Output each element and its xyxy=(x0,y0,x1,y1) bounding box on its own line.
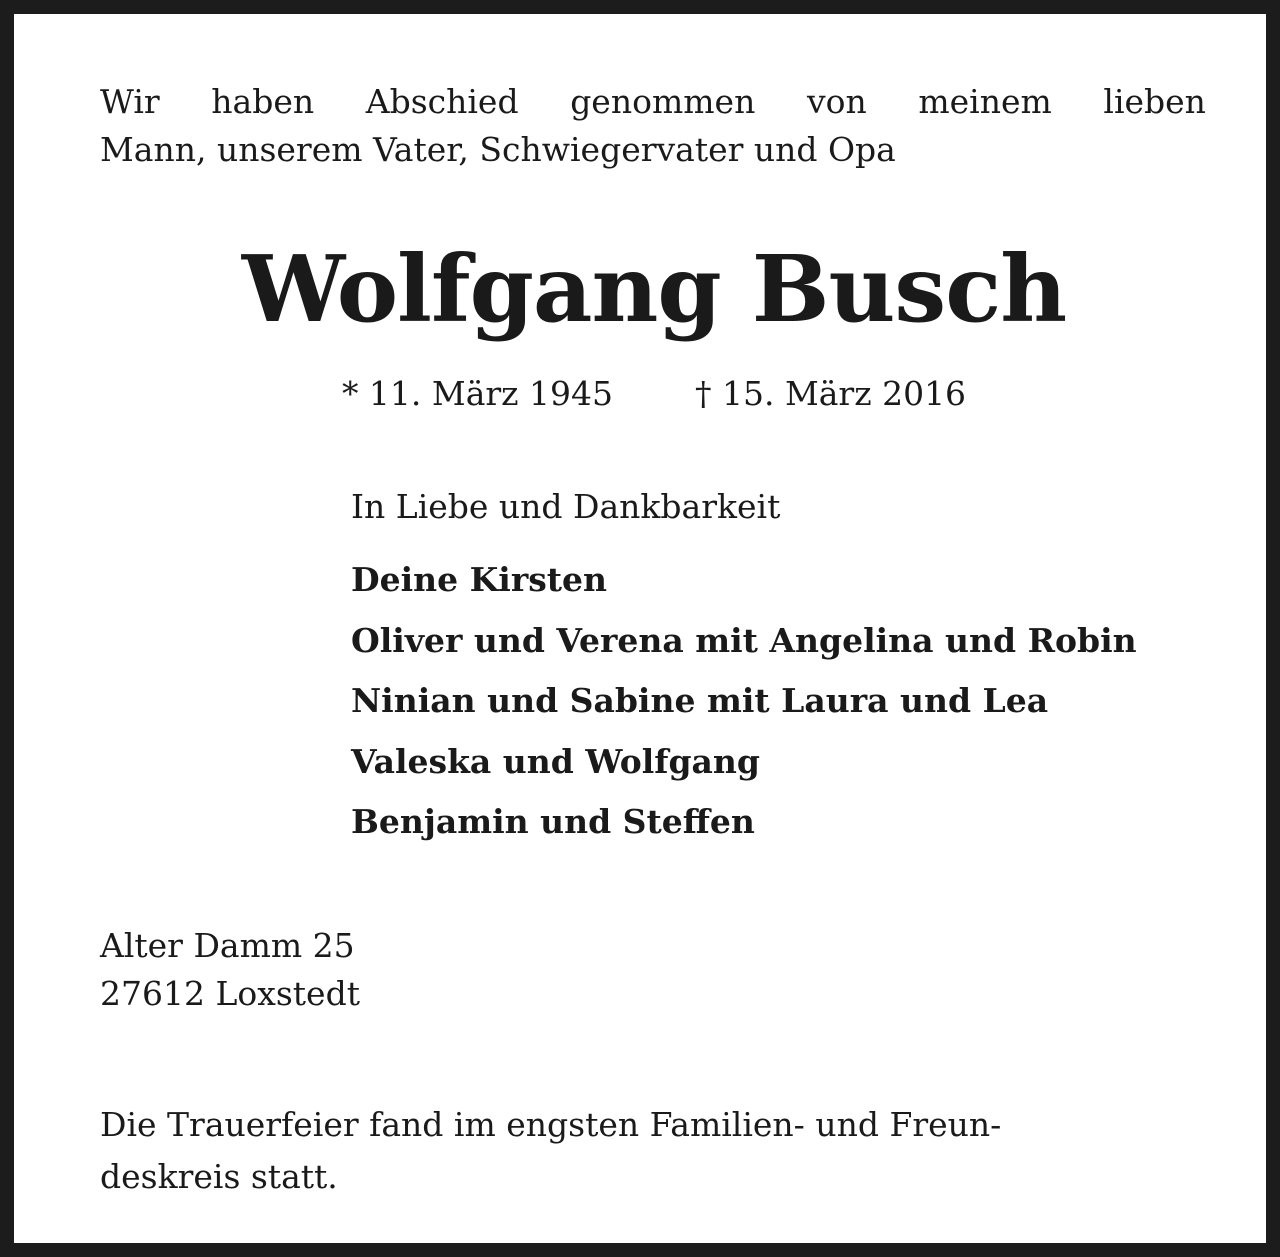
mourners-list xyxy=(351,550,1137,853)
funeral-note-line-1: Die Trauerfeier fand im engsten Familien- und Freun- xyxy=(100,1105,1002,1144)
intro-word: haben xyxy=(211,82,315,121)
mourner-line: Valeska und Wolfgang xyxy=(351,741,760,781)
birth-date: * 11. März 1945 xyxy=(341,374,613,413)
intro-word: genommen xyxy=(570,82,756,121)
address-street: Alter Damm 25 xyxy=(100,926,355,965)
intro-word: Wir xyxy=(100,82,160,121)
deceased-name: Wolfgang Busch xyxy=(241,235,1067,343)
family-address xyxy=(100,922,360,1018)
mourner-line: Oliver und Verena mit Angelina und Robin xyxy=(351,620,1137,660)
life-dates xyxy=(14,366,1280,422)
intro-word: Abschied xyxy=(365,82,519,121)
address-city: 27612 Loxstedt xyxy=(100,974,360,1013)
funeral-note-line-2: deskreis statt. xyxy=(100,1157,338,1196)
intro-text xyxy=(100,78,1206,174)
funeral-note xyxy=(100,1099,1206,1203)
intro-word: lieben xyxy=(1103,82,1206,121)
mourner-line: Benjamin und Steffen xyxy=(351,802,755,841)
mourner-line: Ninian und Sabine mit Laura und Lea xyxy=(351,681,1049,720)
intro-word: von xyxy=(806,82,867,121)
intro-line-2: Mann, unserem Vater, Schwiegervater und Opa xyxy=(100,130,896,169)
intro-word: meinem xyxy=(918,82,1052,121)
intro-line-1 xyxy=(100,78,1206,126)
death-date: † 15. März 2016 xyxy=(695,374,967,413)
mourner-line: Deine Kirsten xyxy=(351,560,608,599)
mourners-intro: In Liebe und Dankbarkeit xyxy=(351,487,781,526)
